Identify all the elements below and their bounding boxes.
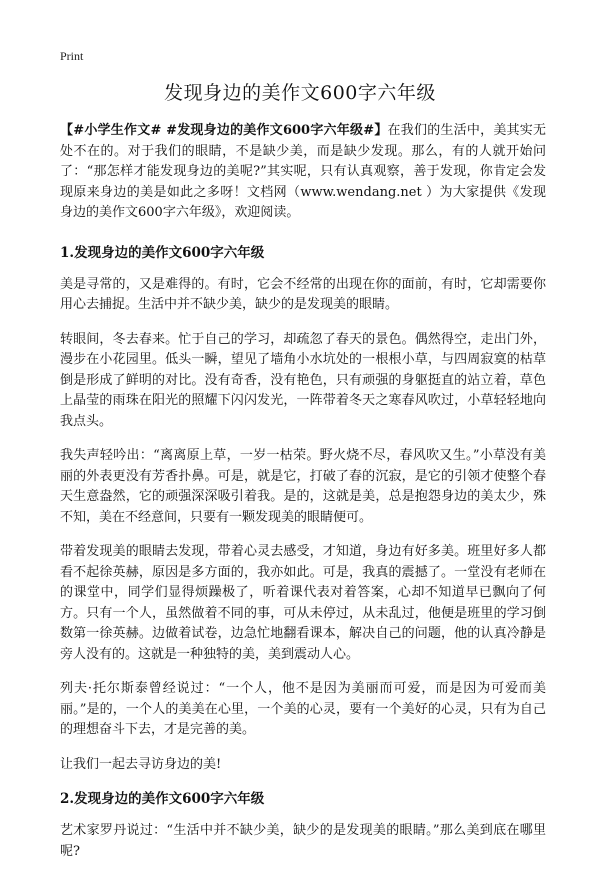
section1-paragraph: 让我们一起去寻访身边的美! bbox=[60, 756, 222, 772]
section2-paragraph: 艺术家罗丹说过：“生活中并不缺少美，缺少的是发现美的眼睛。”那么美到底在哪里呢? bbox=[60, 823, 546, 859]
section1-paragraph: 转眼间，冬去春来。忙于自己的学习，却疏忽了春天的景色。偶然得空，走出门外，漫步在小花园里。低头一瞬，望见了墙角小水坑处的一根根小草，与四周寂寞的枯草倒是形成了鲜明的对比。没有奇香，没有艳色，只有顽强的身躯挺直的站立着，草色上晶莹的雨珠在阳光的照耀下闪闪发光，一阵带着冬天之寒春风吹过，小草轻轻地向我点头。 bbox=[60, 331, 546, 429]
section1-paragraph: 带着发现美的眼睛去发现，带着心灵去感受，才知道，身边有好多美。班里好多人都看不起徐英赫，原因是多方面的，我亦如此。可是，我真的震撼了。一堂没有老师在的课堂中，同学们显得烦躁极了，听着课代表对着答案，心却不知道早已飘向了何方。只有一个人，虽然做着不同的事，可从未停过，从未乱过，他便是班里的学习倒数第一徐英赫。边做着试卷，边急忙地翻看课本，解决自己的问题，他的认真冷静是旁人没有的。这就是一种独特的美，美到震动人心。 bbox=[60, 544, 546, 662]
section1-paragraph: 我失声轻吟出：“离离原上草，一岁一枯荣。野火烧不尽，春风吹又生。”小草没有美丽的外表更没有芳香扑鼻。可是，就是它，打破了春的沉寂，是它的引领才使整个春天生意盎然，它的顽强深深吸引着我。是的，这就是美，总是抱怨身边的美太少，殊不知，美在不经意间，只要有一颗发现美的眼睛便可。 bbox=[60, 448, 546, 525]
intro-text: 在我们的生活中，美其实无处不在的。对于我们的眼睛，不是缺少美，而是缺少发现。那么，有的人就开始问了：“那怎样才能发现身边的美呢?”其实呢，只有认真观察，善于发现，你肯定会发现原来身边的美是如此之多呀！文档网（www.wendang.net ）为大家提供《发现身边的美作文600字六年级》，欢迎阅读。 bbox=[60, 123, 546, 220]
page-title: 发现身边的美作文600字六年级 bbox=[164, 82, 436, 104]
section1-paragraph: 列夫·托尔斯泰曾经说过：“一个人，他不是因为美丽而可爱，而是因为可爱而美丽。”是的，一个人的美美在心里，一个美的心灵，要有一个美好的心灵，只有为自己的理想奋斗下去，才是完善的美。 bbox=[60, 681, 546, 737]
section-heading-1: 1.发现身边的美作文600字六年级 bbox=[60, 244, 265, 261]
section-heading-2: 2.发现身边的美作文600字六年级 bbox=[60, 791, 265, 807]
print-label: Print bbox=[60, 49, 84, 63]
intro-paragraph bbox=[60, 121, 546, 224]
intro-tag: 【#小学生作文# #发现身边的美作文600字六年级#】 bbox=[60, 123, 388, 138]
document-body bbox=[60, 121, 546, 876]
section1-paragraph: 美是寻常的，又是难得的。有时，它会不经常的出现在你的面前，有时，它却需要你用心去捕捉。生活中并不缺少美，缺少的是发现美的眼睛。 bbox=[60, 276, 546, 312]
